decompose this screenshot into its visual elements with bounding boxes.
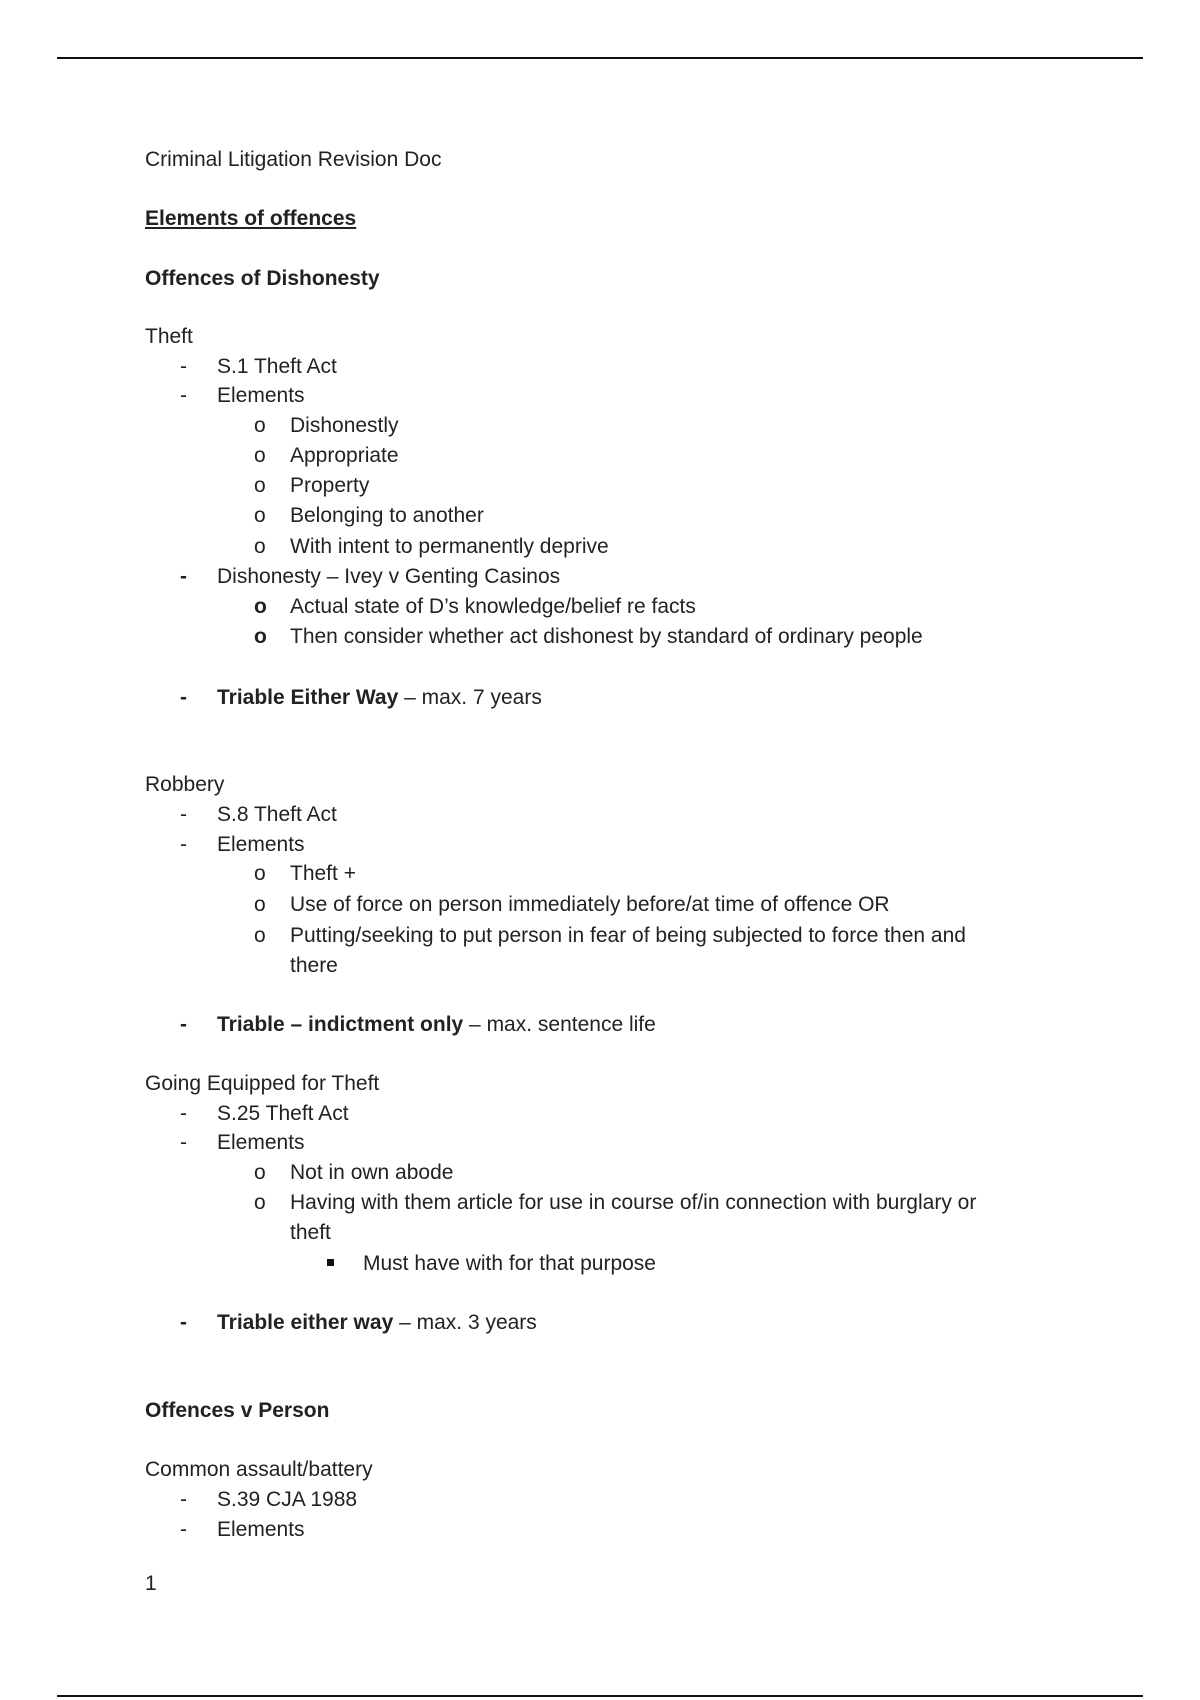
theft-title: Theft <box>145 325 193 348</box>
theft-statute: S.1 Theft Act <box>217 355 337 378</box>
going-equipped-element-continued: theft <box>290 1221 331 1244</box>
going-equipped-triable <box>217 1309 537 1337</box>
dash-bullet: - <box>180 1488 187 1511</box>
robbery-elements-label: Elements <box>217 833 305 856</box>
theft-triable-mode: Triable Either Way <box>217 686 399 709</box>
dash-bullet: - <box>180 1013 187 1036</box>
heading-offences-v-person: Offences v Person <box>145 1399 330 1422</box>
dash-bullet: - <box>180 1518 187 1541</box>
assault-statute: S.39 CJA 1988 <box>217 1488 358 1511</box>
assault-elements-label: Elements <box>217 1518 305 1541</box>
dash-bullet: - <box>180 803 187 826</box>
theft-triable <box>217 684 542 712</box>
robbery-triable <box>217 1011 656 1039</box>
circle-bullet: o <box>254 474 266 497</box>
assault-title: Common assault/battery <box>145 1458 373 1481</box>
dash-bullet: - <box>180 686 187 709</box>
page-number: 1 <box>145 1572 157 1595</box>
circle-bullet: o <box>254 1161 266 1184</box>
robbery-triable-sentence: – max. sentence life <box>463 1013 656 1036</box>
circle-bullet: o <box>254 535 266 558</box>
circle-bullet: o <box>254 1191 266 1214</box>
theft-element: Property <box>290 474 370 497</box>
circle-bullet: o <box>254 893 266 916</box>
heading-elements-of-offences: Elements of offences <box>145 207 357 230</box>
square-bullet-icon <box>327 1250 337 1278</box>
robbery-element: Use of force on person immediately before/at time of offence OR <box>290 893 890 916</box>
going-equipped-element: Having with them article for use in course of/in connection with burglary or <box>290 1191 977 1214</box>
circle-bullet: o <box>254 414 266 437</box>
circle-bullet: o <box>254 595 267 618</box>
theft-triable-sentence: – max. 7 years <box>398 686 542 709</box>
circle-bullet: o <box>254 504 266 527</box>
robbery-element: Putting/seeking to put person in fear of being subjected to force then and <box>290 924 966 947</box>
theft-dishonesty-point: Actual state of D’s knowledge/belief re facts <box>290 595 696 618</box>
robbery-title: Robbery <box>145 773 225 796</box>
dash-bullet: - <box>180 384 187 407</box>
dash-bullet: - <box>180 833 187 856</box>
going-equipped-sub-point: Must have with for that purpose <box>363 1252 656 1275</box>
going-equipped-title: Going Equipped for Theft <box>145 1072 380 1095</box>
document-title: Criminal Litigation Revision Doc <box>145 148 442 171</box>
circle-bullet: o <box>254 625 267 648</box>
theft-elements-label: Elements <box>217 384 305 407</box>
circle-bullet: o <box>254 924 266 947</box>
theft-element: Dishonestly <box>290 414 399 437</box>
going-equipped-triable-mode: Triable either way <box>217 1311 394 1334</box>
header-rule <box>57 57 1143 59</box>
footer-rule <box>57 1695 1143 1697</box>
theft-element: With intent to permanently deprive <box>290 535 609 558</box>
dash-bullet: - <box>180 565 187 588</box>
going-equipped-element: Not in own abode <box>290 1161 454 1184</box>
going-equipped-triable-sentence: – max. 3 years <box>393 1311 537 1334</box>
dash-bullet: - <box>180 1102 187 1125</box>
heading-offences-of-dishonesty: Offences of Dishonesty <box>145 267 380 290</box>
circle-bullet: o <box>254 444 266 467</box>
theft-element: Appropriate <box>290 444 399 467</box>
theft-dishonesty-point: Then consider whether act dishonest by standard of ordinary people <box>290 625 923 648</box>
robbery-element-continued: there <box>290 954 338 977</box>
robbery-statute: S.8 Theft Act <box>217 803 337 826</box>
going-equipped-elements-label: Elements <box>217 1131 305 1154</box>
robbery-triable-mode: Triable – indictment only <box>217 1013 464 1036</box>
robbery-element: Theft + <box>290 862 356 885</box>
theft-dishonesty-label: Dishonesty – Ivey v Genting Casinos <box>217 565 561 588</box>
dash-bullet: - <box>180 1311 187 1334</box>
dash-bullet: - <box>180 1131 187 1154</box>
theft-element: Belonging to another <box>290 504 484 527</box>
dash-bullet: - <box>180 355 187 378</box>
circle-bullet: o <box>254 862 266 885</box>
going-equipped-statute: S.25 Theft Act <box>217 1102 349 1125</box>
